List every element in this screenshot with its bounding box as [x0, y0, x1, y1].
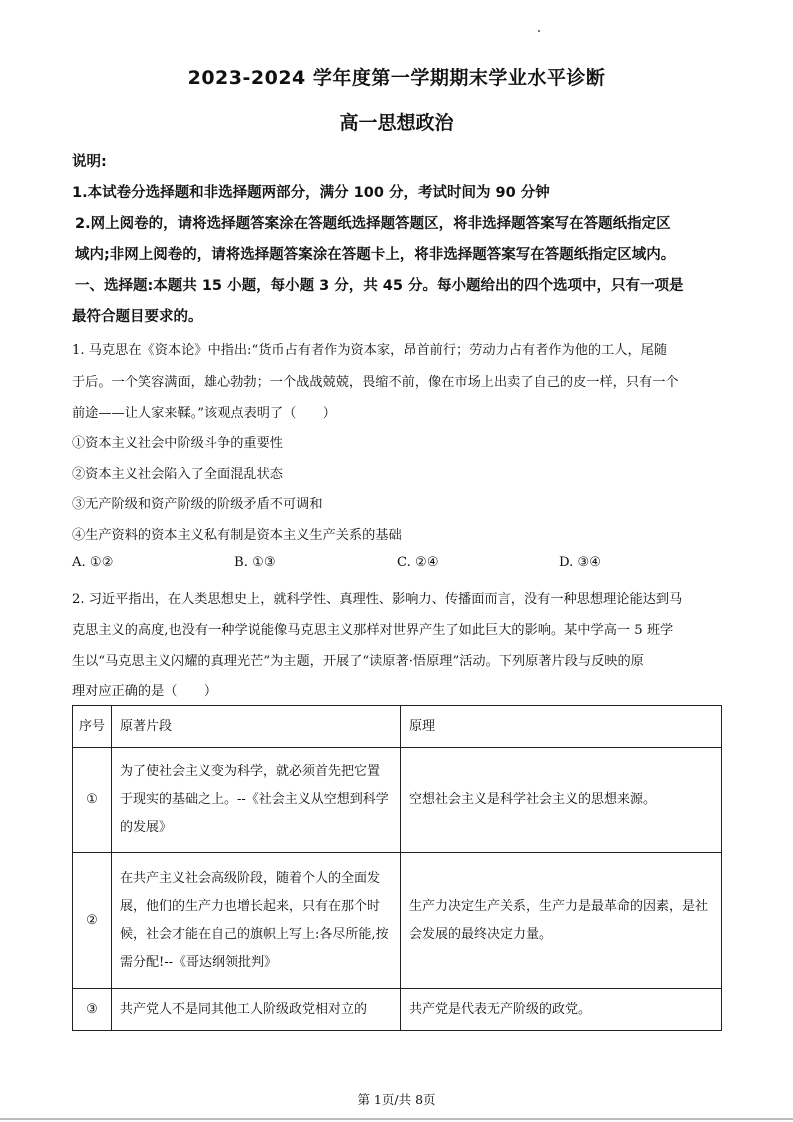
- q1-option-a[interactable]: A. ①②: [72, 555, 114, 570]
- section-heading-line2: 最符合题目要求的。: [72, 309, 203, 325]
- row-number: ③: [73, 989, 112, 1031]
- q2-stem-line3: 生以“马克思主义闪耀的真理光芒”为主题，开展了“读原著·悟原理”活动。下列原著片段与反映的原: [72, 654, 644, 669]
- section-heading-line1: 一、选择题:本题共 15 小题，每小题 3 分，共 45 分。每小题给出的四个选项中，只有一项是: [75, 278, 684, 294]
- q1-statement-4: ④生产资料的资本主义私有制是资本主义生产关系的基础: [72, 528, 402, 543]
- table-header-cell: 原理: [401, 706, 722, 748]
- q2-table: [72, 705, 722, 1031]
- instructions-heading: 说明:: [72, 154, 107, 170]
- row-number: ①: [73, 748, 112, 853]
- exam-title: 2023-2024 学年度第一学期期末学业水平诊断: [187, 67, 606, 89]
- q1-stem-line1: 1. 马克思在《资本论》中指出:“货币占有者作为资本家，昂首前行；劳动力占有者作为他的工人，尾随: [72, 343, 668, 358]
- bottom-rule: [0, 1118, 793, 1120]
- instruction-2-line1: 2.网上阅卷的，请将选择题答案涂在答题纸选择题答题区，将非选择题答案写在答题纸指定区: [75, 216, 671, 232]
- q1-option-c[interactable]: C. ②④: [397, 555, 439, 570]
- q1-option-d[interactable]: D. ③④: [559, 555, 602, 570]
- row-excerpt: 在共产主义社会高级阶段，随着个人的全面发展，他们的生产力也增长起来，只有在那个时候，社会才能在自己的旗帜上写上:各尽所能,按需分配!--《哥达纲领批判》: [112, 853, 401, 989]
- row-excerpt: 为了使社会主义变为科学，就必须首先把它置于现实的基础之上。--《社会主义从空想到科学的发展》: [112, 748, 401, 853]
- row-principle: 空想社会主义是科学社会主义的思想来源。: [401, 748, 722, 853]
- table-header-cell: 原著片段: [112, 706, 401, 748]
- q2-stem-line4: 理对应正确的是（ ）: [72, 684, 218, 699]
- instruction-1: 1.本试卷分选择题和非选择题两部分，满分 100 分，考试时间为 90 分钟: [72, 185, 550, 201]
- q1-stem-line3: 前途——让人家来鞣。”该观点表明了（ ）: [72, 406, 336, 421]
- q1-option-b[interactable]: B. ①③: [234, 555, 276, 570]
- exam-subtitle: 高一思想政治: [339, 112, 454, 134]
- q1-statement-1: ①资本主义社会中阶级斗争的重要性: [72, 436, 283, 451]
- row-excerpt: 共产党人不是同其他工人阶级政党相对立的: [112, 989, 401, 1031]
- row-principle: 共产党是代表无产阶级的政党。: [401, 989, 722, 1031]
- scan-dot: [538, 30, 540, 32]
- table-row: [73, 748, 722, 853]
- page-footer: 第 1页/共 8页: [357, 1092, 436, 1107]
- row-number: ②: [73, 853, 112, 989]
- q1-stem-line2: 于后。一个笑容满面，雄心勃勃；一个战战兢兢，畏缩不前，像在市场上出卖了自己的皮一样，只有一个: [72, 375, 679, 390]
- q2-stem-line2: 克思主义的高度,也没有一种学说能像马克思主义那样对世界产生了如此巨大的影响。某中学高一 5 班学: [72, 623, 674, 638]
- q1-statement-3: ③无产阶级和资产阶级的阶级矛盾不可调和: [72, 497, 323, 512]
- instruction-2-line2: 域内;非网上阅卷的，请将选择题答案涂在答题卡上，将非选择题答案写在答题纸指定区域内。: [75, 247, 676, 263]
- row-principle: 生产力决定生产关系，生产力是最革命的因素，是社会发展的最终决定力量。: [401, 853, 722, 989]
- table-header-row: [73, 706, 722, 748]
- table-row: [73, 853, 722, 989]
- table-row: [73, 989, 722, 1031]
- table-header-cell: 序号: [73, 706, 112, 748]
- q1-statement-2: ②资本主义社会陷入了全面混乱状态: [72, 467, 283, 482]
- q2-stem-line1: 2. 习近平指出，在人类思想史上，就科学性、真理性、影响力、传播面而言，没有一种思想理论能达到马: [72, 592, 683, 607]
